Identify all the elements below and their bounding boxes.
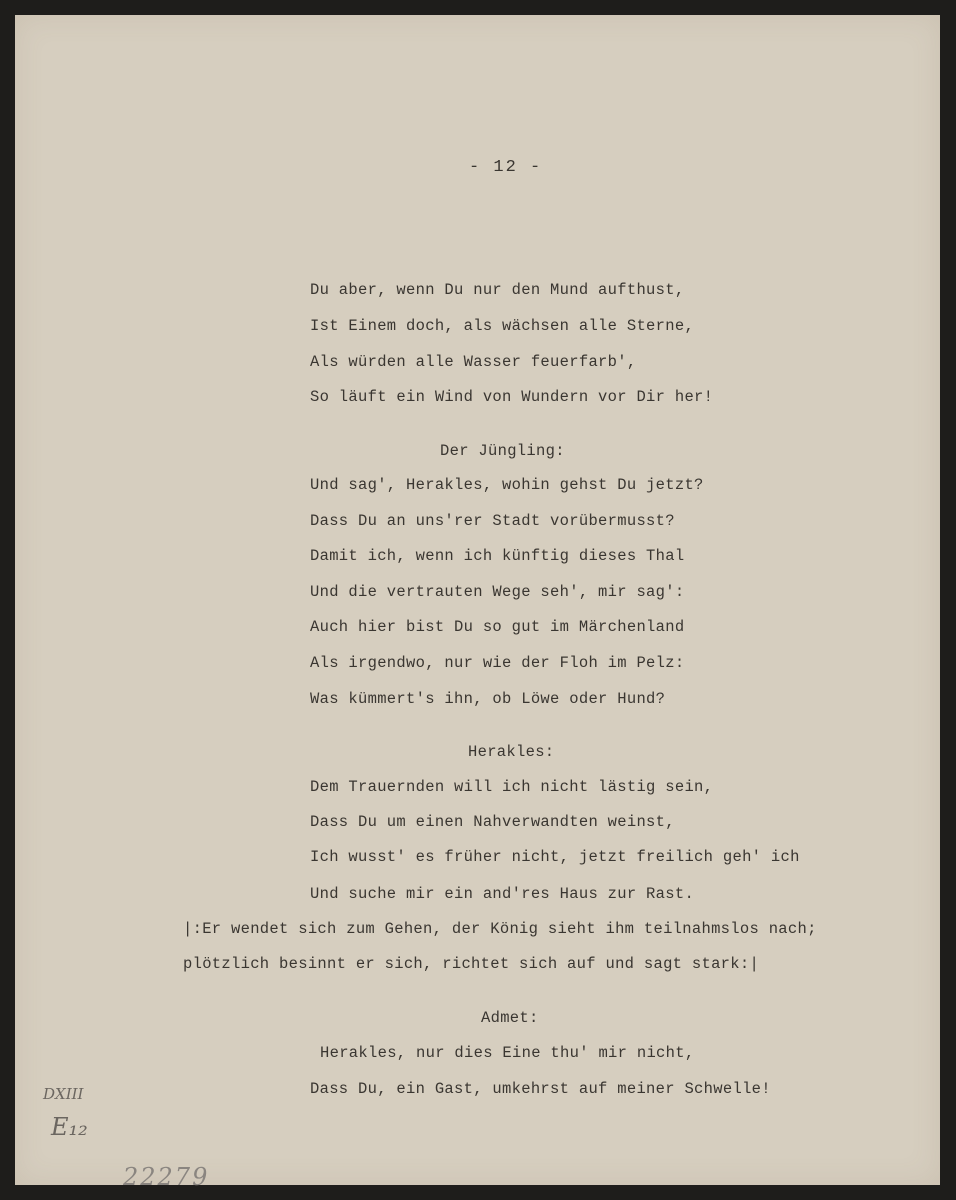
verse-line: Dass Du, ein Gast, umkehrst auf meiner Schwelle! xyxy=(310,1080,771,1098)
verse-line: Was kümmert's ihn, ob Löwe oder Hund? xyxy=(310,690,666,708)
verse-line: Als irgendwo, nur wie der Floh im Pelz: xyxy=(310,654,685,672)
verse-line: Und suche mir ein and'res Haus zur Rast. xyxy=(310,885,695,903)
speaker-heading: Admet: xyxy=(481,1009,539,1027)
verse-line: Dass Du an uns'rer Stadt vorübermusst? xyxy=(310,512,675,530)
verse-line: Und sag', Herakles, wohin gehst Du jetzt? xyxy=(310,476,704,494)
verse-line: Damit ich, wenn ich künftig dieses Thal xyxy=(310,547,685,565)
speaker-heading: Herakles: xyxy=(468,743,555,761)
handwritten-archive-mark: DXIII xyxy=(43,1085,84,1103)
speaker-heading: Der Jüngling: xyxy=(440,442,565,460)
stage-direction-line: |:Er wendet sich zum Gehen, der König sieht ihm teilnahmslos nach; xyxy=(183,920,817,938)
handwritten-archive-mark: E₁₂ xyxy=(51,1113,88,1141)
handwritten-inventory-number: 22279 xyxy=(123,1163,210,1191)
verse-line: Und die vertrauten Wege seh', mir sag': xyxy=(310,583,685,601)
stage-direction-line: plötzlich besinnt er sich, richtet sich auf und sagt stark:| xyxy=(183,955,760,973)
typewritten-page xyxy=(15,15,940,1191)
verse-line: Herakles, nur dies Eine thu' mir nicht, xyxy=(320,1044,695,1062)
verse-line: Ich wusst' es früher nicht, jetzt freilich geh' ich xyxy=(310,848,800,866)
verse-line: Ist Einem doch, als wächsen alle Sterne, xyxy=(310,317,695,335)
page-number: - 12 - xyxy=(469,158,543,177)
verse-line: Du aber, wenn Du nur den Mund aufthust, xyxy=(310,281,685,299)
verse-line: Als würden alle Wasser feuerfarb', xyxy=(310,353,637,371)
verse-line: So läuft ein Wind von Wundern vor Dir her! xyxy=(310,388,714,406)
verse-line: Dem Trauernden will ich nicht lästig sein, xyxy=(310,778,714,796)
verse-line: Dass Du um einen Nahverwandten weinst, xyxy=(310,813,675,831)
verse-line: Auch hier bist Du so gut im Märchenland xyxy=(310,618,685,636)
